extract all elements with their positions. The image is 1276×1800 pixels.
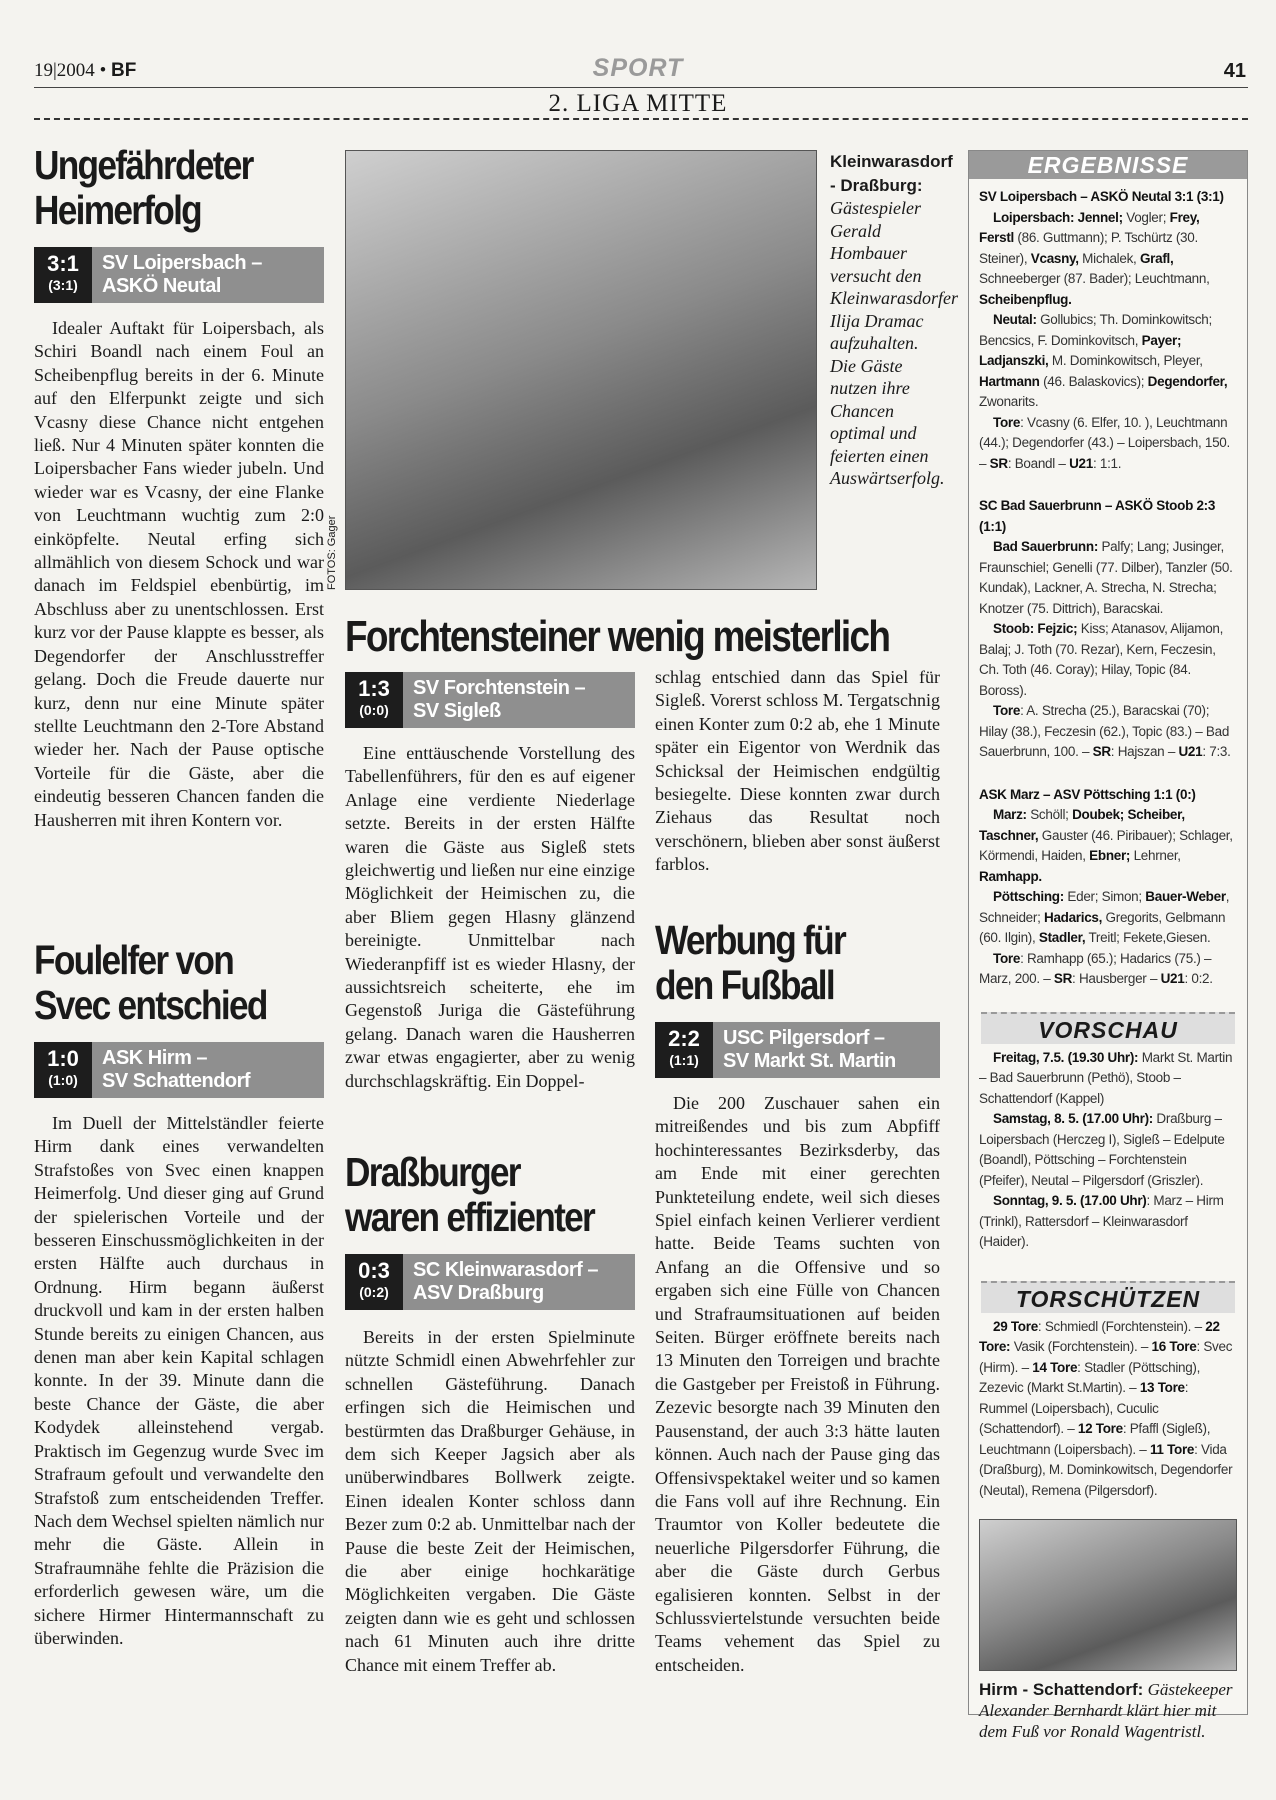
away-team: ASKÖ Neutal (102, 275, 221, 297)
text: Draßburg – Loipersbach (Herczeg I), Sigleß – Edelpute (Boandl), Pöttsching – Forchtenstein (Pfeifer), Neutal – Pilgersdorf (Griszler). (979, 1111, 1225, 1188)
bold-text: 22 Tore: (979, 1318, 1220, 1354)
away-team: SV Schattendorf (102, 1070, 251, 1092)
bold-text: Pöttsching: (993, 889, 1064, 904)
lineup-paragraph (979, 413, 1237, 475)
photo-credit: FOTOS: Gager (326, 515, 338, 590)
headline (34, 938, 283, 1028)
text: Palfy; Lang; Jusinger, Fraunschiel; Genelli (77. Dilber), Tanzler (50. Kundak), Lackner, A. Strecha, N. Strecha; Knotzer (75. Dittrich), Baracskai. (979, 539, 1233, 616)
lineup-paragraph (979, 949, 1237, 990)
teams (403, 672, 635, 728)
text: Vasik (Forchtenstein). – (1010, 1339, 1152, 1354)
fixture-paragraph (979, 1048, 1237, 1110)
article-body: Eine enttäuschende Vorstellung des Tabellenführers, für den es auf eigener Anlage eine verdiente Niederlage setzte. Bereits in der ersten Hälfte waren die Gäste aus Sigleß stets gleichwertig und ließen nur eine einzige Möglichkeit der Heimischen zu, die aber Bliem gegen Hlasny glänzend bereinigte. Unmittelbar nach Wiederanpfiff ist es wieder Hlasny, der aussichtsreich scheiterte, ehe im Gegenstoß Juriga die Gästeführung gelang. Danach waren die Hausherren zwar etwas engagierter, aber zu wenig durchschlagskräftig. Ein Doppel- (345, 743, 635, 1091)
bold-text: Tore (993, 950, 1021, 966)
caption-text: Gästespieler Gerald Hombauer versucht den Kleinwarasdorfer Ilija Dramac aufzuhalten. Die Gäste nutzen ihre Chancen optimal und feierten einen Auswärtserfolg. (830, 198, 959, 488)
score-box (655, 1022, 940, 1078)
bold-text: 13 Tore (1139, 1380, 1185, 1395)
score-box (34, 247, 324, 303)
headline-forchtenstein: Forchtensteiner wenig meisterlich (345, 612, 890, 661)
headline-line: Foulelfer von (34, 937, 234, 983)
home-team: ASK Hirm – (102, 1047, 208, 1069)
bold-text: SR (1092, 744, 1111, 759)
headline-line: Heimerfolg (34, 187, 201, 233)
bold-text: Frey, Ferstl (979, 209, 1200, 245)
ergebnisse-heading: ERGEBNISSE (969, 151, 1247, 179)
text: : Pfaffl (Sigleß), Leuchtmann (Loipersbach). – (979, 1421, 1211, 1457)
caption-text: Gästekeeper Alexander Bernhardt klärt hier mit dem Fuß vor Ronald Wagentristl. (979, 1680, 1233, 1741)
lineup-paragraph (979, 701, 1237, 763)
bold-text: U21 (1069, 455, 1093, 471)
score-box (34, 1042, 324, 1098)
text: Markt St. Martin – Bad Sauerbrunn (Pethö), Stoob – Schattendorf (Kappel) (979, 1049, 1233, 1106)
home-team: SC Kleinwarasdorf – (413, 1259, 599, 1281)
final-score: 2:2 (668, 1026, 700, 1051)
article-drassburg (345, 1150, 635, 1677)
final-score: 0:3 (358, 1258, 390, 1283)
final-score: 3:1 (47, 251, 79, 276)
half-time-score: (0:2) (359, 1284, 389, 1300)
torschuetzen-heading: TORSCHÜTZEN (981, 1281, 1235, 1313)
teams (713, 1022, 940, 1078)
headline-line: Svec entschied (34, 982, 267, 1028)
bold-text: Bad Sauerbrunn: (993, 539, 1099, 554)
teams (92, 1042, 324, 1098)
text: , Schneider; (979, 889, 1230, 925)
teams (403, 1254, 635, 1310)
article-hirm (34, 938, 324, 1650)
text: : 7:3. (1202, 744, 1231, 759)
article-body: Die 200 Zuschauer sahen ein mitreißendes und bis zum Abpfiff hochinteressantes Bezirksderby, das am Ende mit einer gerechten Punkteteilung endete, weil sich dieses Spiel einfach keinen Verlierer verdient hatte. Beide Teams suchten von Anfang an die Offensive und so ergaben sich eine Fülle von Chancen und Strafraumsituationen auf beiden Seiten. Bürger eröffnete bereits nach 13 Minuten den Torreigen und brachte die Gastgeber per Freistoß in Führung. Zezevic besorgte nach 39 Minuten den Pausenstand, der auch 3:3 hätte lauten können. Auch nach der Pause ging das Offensivspektakel weiter und so kamen die Fans voll auf ihre Rechnung. Ein Traumtor von Koller bedeutete die neuerliche Pilgersdorfer Führung, die aber die Gäste durch Gerbus egalisieren konnten. Selbst in der Schlussviertelstunde versuchten beide Teams vehement das Spiel zu entscheiden. (655, 1093, 940, 1675)
bold-text: Tore (993, 414, 1021, 430)
text: Eder; Simon; (1063, 889, 1146, 904)
bold-text: 11 Tore (1149, 1441, 1195, 1457)
bold-text: U21 (1178, 744, 1203, 759)
bold-text: Payer; Ladjanszki, (979, 332, 1182, 368)
half-time-score: (3:1) (48, 277, 78, 293)
top-scorers (969, 1317, 1247, 1502)
score (345, 1254, 403, 1310)
publication: BF (110, 60, 137, 81)
dashed-divider (34, 118, 1248, 120)
score (345, 672, 403, 728)
final-score: 1:3 (358, 676, 390, 701)
text: : Rummel (Loipersbach), Cuculic (Schattendorf). – (979, 1380, 1189, 1436)
home-team: USC Pilgersdorf – (723, 1027, 885, 1049)
separator: • (99, 60, 107, 81)
article-body: Bereits in der ersten Spielminute nützte Schmidl einen Abwehrfehler zur schnellen Gästeführung. Danach erfingen sich die Heimischen und bestürmten das Draßburger Gehäuse, in dem sich Keeper Jagsich aber als unüberwindbares Bollwerk zeigte. Einen idealen Konter schloss dann Bezer zum 0:2 ab. Unmittelbar nach der Pause die beste Zeit der Heimischen, die aber einige hochkarätige Möglichkeiten vergaben. Die Gäste zeigten dann wie es geht und schlossen nach 61 Minuten auch ihre dritte Chance mit einem Treffer ab. (345, 1327, 635, 1675)
lineup-paragraph (979, 208, 1237, 311)
issue-number: 19|2004 (34, 60, 95, 81)
text: : Vida (Draßburg), M. Dominkowitsch, Degendorfer (Neutal), Remena (Pilgersdorf). (979, 1441, 1233, 1498)
headline (655, 918, 900, 1008)
article-forchtenstein-cont (655, 666, 940, 877)
article-body: Idealer Auftakt für Loipersbach, als Schiri Boandl nach einem Foul an Scheibenpflug bereits in der 6. Minute auf den Elferpunkt zeigte und sich Vcasny diese Chance nicht entgehen ließ. Nur 4 Minuten später konnten die Loipersbacher Fans wieder jubeln. Und wieder war es Vcasny, der eine Flanke von Leuchtmann wuchtig zum 2:0 einköpfelte. Neutal erfing sich allmählich von diesem Schock und war danach im Feldspiel ebenbürtig, im Abschluss aber zu unentschlossen. Erst kurz vor der Pause klappte es besser, als Degendorfer der Anschlusstreffer gelang. Doch die Freude dauerte nur kurz, denn nur eine Minute später stellte Leuchtmann den 2-Tore Abstand wieder her. Nach der Pause optische Vorteile für die Gäste, aber die eindeutig besseren Chancen fanden die Hausherren mit ihren Kontern vor. (34, 318, 324, 830)
article-pilgersdorf (655, 918, 940, 1677)
lineup-paragraph (979, 310, 1237, 413)
fixture-paragraph (979, 1191, 1237, 1253)
lineup-paragraph (979, 537, 1237, 619)
bold-text: Grafl, (1139, 250, 1174, 266)
bold-text: Freitag, 7.5. (19.30 Uhr): (993, 1049, 1139, 1065)
text: : Ramhapp (65.); Hadarics (75.) – Marz, 200. – (979, 950, 1212, 986)
text: Schöll; (1026, 807, 1073, 822)
bold-text: Hadarics, (1044, 909, 1103, 925)
score-box (345, 1254, 635, 1310)
text: : 1:1. (1092, 455, 1122, 471)
text: Gollubics; Th. Dominkowitsch; Bencsics, F. Dominkovitsch, (979, 312, 1212, 348)
headline-line: den Fußball (655, 962, 834, 1008)
bold-text: Vcasny, (1030, 250, 1079, 266)
article-body: schlag entschied dann das Spiel für Sigleß. Vorerst schloss M. Tergatschnig einen Konter zum 0:2 ab, ehe 1 Minute später ein Eigentor von Werdnik das Schicksal der Heimischen endgültig besiegelte. Diese konnten zwar durch Ziehaus das Resultat noch verschönern, blieben aber sonst äußerst farblos. (655, 667, 940, 875)
headline-line: Werbung für (655, 917, 846, 963)
fixture-paragraph (979, 1109, 1237, 1191)
article-body: Im Duell der Mittelständler feierte Hirm dank eines verwandelten Strafstoßes von Svec einen knappen Heimerfolg. Und dieser ging auf Grund der spielerischen Vorteile und der besseren Einschussmöglichkeiten in der ersten Hälfte auch durchaus in Ordnung. Hirm begann äußerst druckvoll und kam in der ersten halben Stunde bereits zu einigen Chancen, aus denen man aber kein Kapital schlagen konnte. In der 39. Minute dann die beste Chance der Gäste, die aber Kodydek alleinstehend vergab. Praktisch im Gegenzug wurde Svec im Strafraum gefoult und verwandelte den Strafstoß zum entscheidenden Treffer. Nach dem Wechsel spielten nämlich nur mehr die Gäste. Allein in Strafraumnähe fehlte die Präzision die erforderlich gewesen wäre, um die sichere Hirmer Hintermannschaft zu überwinden. (34, 1113, 324, 1648)
bold-text: Scheibenpflug. (979, 291, 1072, 307)
half-time-score: (1:1) (669, 1052, 699, 1068)
text: : Vcasny (6. Elfer, 10. ), Leuchtmann (44.); Degendorfer (43.) – Loipersbach, 150. – (979, 414, 1230, 471)
text: Gregorits, Gelbmann (60. Ilgin), (979, 909, 1226, 945)
half-time-score: (0:0) (359, 702, 389, 718)
text: : Hausberger – (1072, 971, 1161, 986)
bold-text: Doubek; Scheiber, Taschner, (979, 807, 1185, 843)
text: Lehrner, (1130, 848, 1181, 863)
bold-text: Degendorfer, (1147, 373, 1228, 389)
text: : Svec (Hirm). – (979, 1339, 1233, 1375)
text: : 0:2. (1184, 971, 1213, 986)
bold-text: Hartmann (979, 373, 1040, 389)
home-team: SV Forchtenstein – (413, 677, 586, 699)
lineup-paragraph (979, 887, 1237, 949)
away-team: SV Markt St. Martin (723, 1050, 896, 1072)
article-forchtenstein (345, 672, 635, 1093)
article-loipersbach (34, 143, 324, 832)
match-photo-hirm (979, 1519, 1237, 1671)
match-result-title: SC Bad Sauerbrunn – ASKÖ Stoob 2:3 (1:1) (979, 498, 1216, 534)
bold-text: 29 Tore (993, 1318, 1038, 1334)
score (655, 1022, 713, 1078)
photo-caption (969, 1671, 1247, 1742)
text: M. Dominkowitsch, Pleyer, (1048, 353, 1203, 368)
score (34, 1042, 92, 1098)
away-team: SV Sigleß (413, 700, 501, 722)
match-result-title: ASK Marz – ASV Pöttsching 1:1 (0:) (979, 786, 1196, 802)
text: Michalek, (1078, 250, 1140, 266)
text: : Boandl – (1007, 455, 1070, 471)
text: (86. Guttmann); P. Tschürtz (30. Steiner), (979, 230, 1198, 266)
scorers-paragraph (979, 1317, 1237, 1502)
bold-text: SR (989, 455, 1008, 471)
text: : Stadler (Pöttsching), Zezevic (Markt St.Martin). – (979, 1359, 1201, 1395)
photo-caption (830, 150, 959, 490)
bold-text: Sonntag, 9. 5. (17.00 Uhr) (993, 1193, 1147, 1208)
results-list (969, 187, 1247, 990)
bold-text: Tore (993, 703, 1021, 718)
text: (46. Balaskovics); (1039, 373, 1148, 389)
headline (34, 143, 283, 233)
bold-text: SR (1053, 971, 1073, 986)
bold-text: Ramhapp. (979, 868, 1042, 884)
bold-text: 16 Tore (1151, 1339, 1197, 1354)
results-sidebar (968, 150, 1248, 1741)
preview-list (969, 1048, 1247, 1253)
text: : Marz – Hirm (Trinkl), Rattersdorf – Kleinwarasdorf (Haider). (979, 1193, 1224, 1249)
score-box (345, 672, 635, 728)
lineup-paragraph (979, 619, 1237, 701)
bold-text: Stoob: Fejzic; (993, 621, 1078, 636)
bold-text: Loipersbach: Jennel; (993, 209, 1123, 225)
header-rule (34, 87, 1248, 88)
text: Schneeberger (87. Bader); Leuchtmann, (979, 271, 1210, 286)
text: : A. Strecha (25.), Baracskai (70); Hilay (38.), Feczesin (62.), Topic (83.) – Bad Sauerbrunn, 100. – (979, 703, 1230, 759)
lineup-paragraph (979, 805, 1237, 887)
caption-title: Kleinwarasdorf - Draßburg: (830, 152, 953, 195)
home-team: SV Loipersbach – (102, 252, 262, 274)
subsection-title: 2. LIGA MITTE (548, 90, 728, 117)
headline-line: waren effizienter (345, 1194, 595, 1240)
bold-text: 14 Tore (1032, 1359, 1078, 1375)
caption-title: Hirm - Schattendorf: (979, 1680, 1144, 1699)
headline-line: Draßburger (345, 1149, 520, 1195)
bold-text: Bauer-Weber (1145, 889, 1226, 904)
headline-line: Ungefährdeter (34, 142, 253, 188)
bold-text: 12 Tore (1077, 1421, 1123, 1436)
text: Zwonarits. (979, 394, 1039, 409)
page-number: 41 (1223, 60, 1246, 82)
final-score: 1:0 (47, 1046, 79, 1071)
teams (92, 247, 324, 303)
text: Gauster (46. Piribauer); Schlager, Körmendi, Haiden, (979, 827, 1233, 863)
bold-text: Neutal: (993, 312, 1037, 327)
half-time-score: (1:0) (48, 1072, 78, 1088)
text: Vogler; (1122, 209, 1170, 225)
match-result-title: SV Loipersbach – ASKÖ Neutal 3:1 (3:1) (979, 189, 1224, 204)
bold-text: U21 (1160, 971, 1185, 986)
away-team: ASV Draßburg (413, 1282, 544, 1304)
bold-text: Stadler, (1038, 930, 1086, 945)
score (34, 247, 92, 303)
headline (345, 1150, 594, 1240)
vorschau-heading: VORSCHAU (981, 1012, 1235, 1044)
match-photo-kleinwarasdorf (345, 150, 817, 590)
text: Kiss; Atanasov, Alijamon, Balaj; J. Toth (70. Rezar), Kern, Feczesin, Ch. Toth (46. Coray); Hilay, Topic (84. Boross). (979, 621, 1224, 698)
text: : Schmiedl (Forchtenstein). – (1037, 1318, 1206, 1334)
section-title: SPORT (592, 54, 684, 82)
bold-text: Ebner; (1089, 848, 1131, 863)
bold-text: Marz: (993, 807, 1027, 822)
bold-text: Samstag, 8. 5. (17.00 Uhr): (993, 1111, 1153, 1126)
text: : Hajszan – (1110, 744, 1179, 759)
text: Treitl; Fekete,Giesen. (1085, 930, 1211, 945)
